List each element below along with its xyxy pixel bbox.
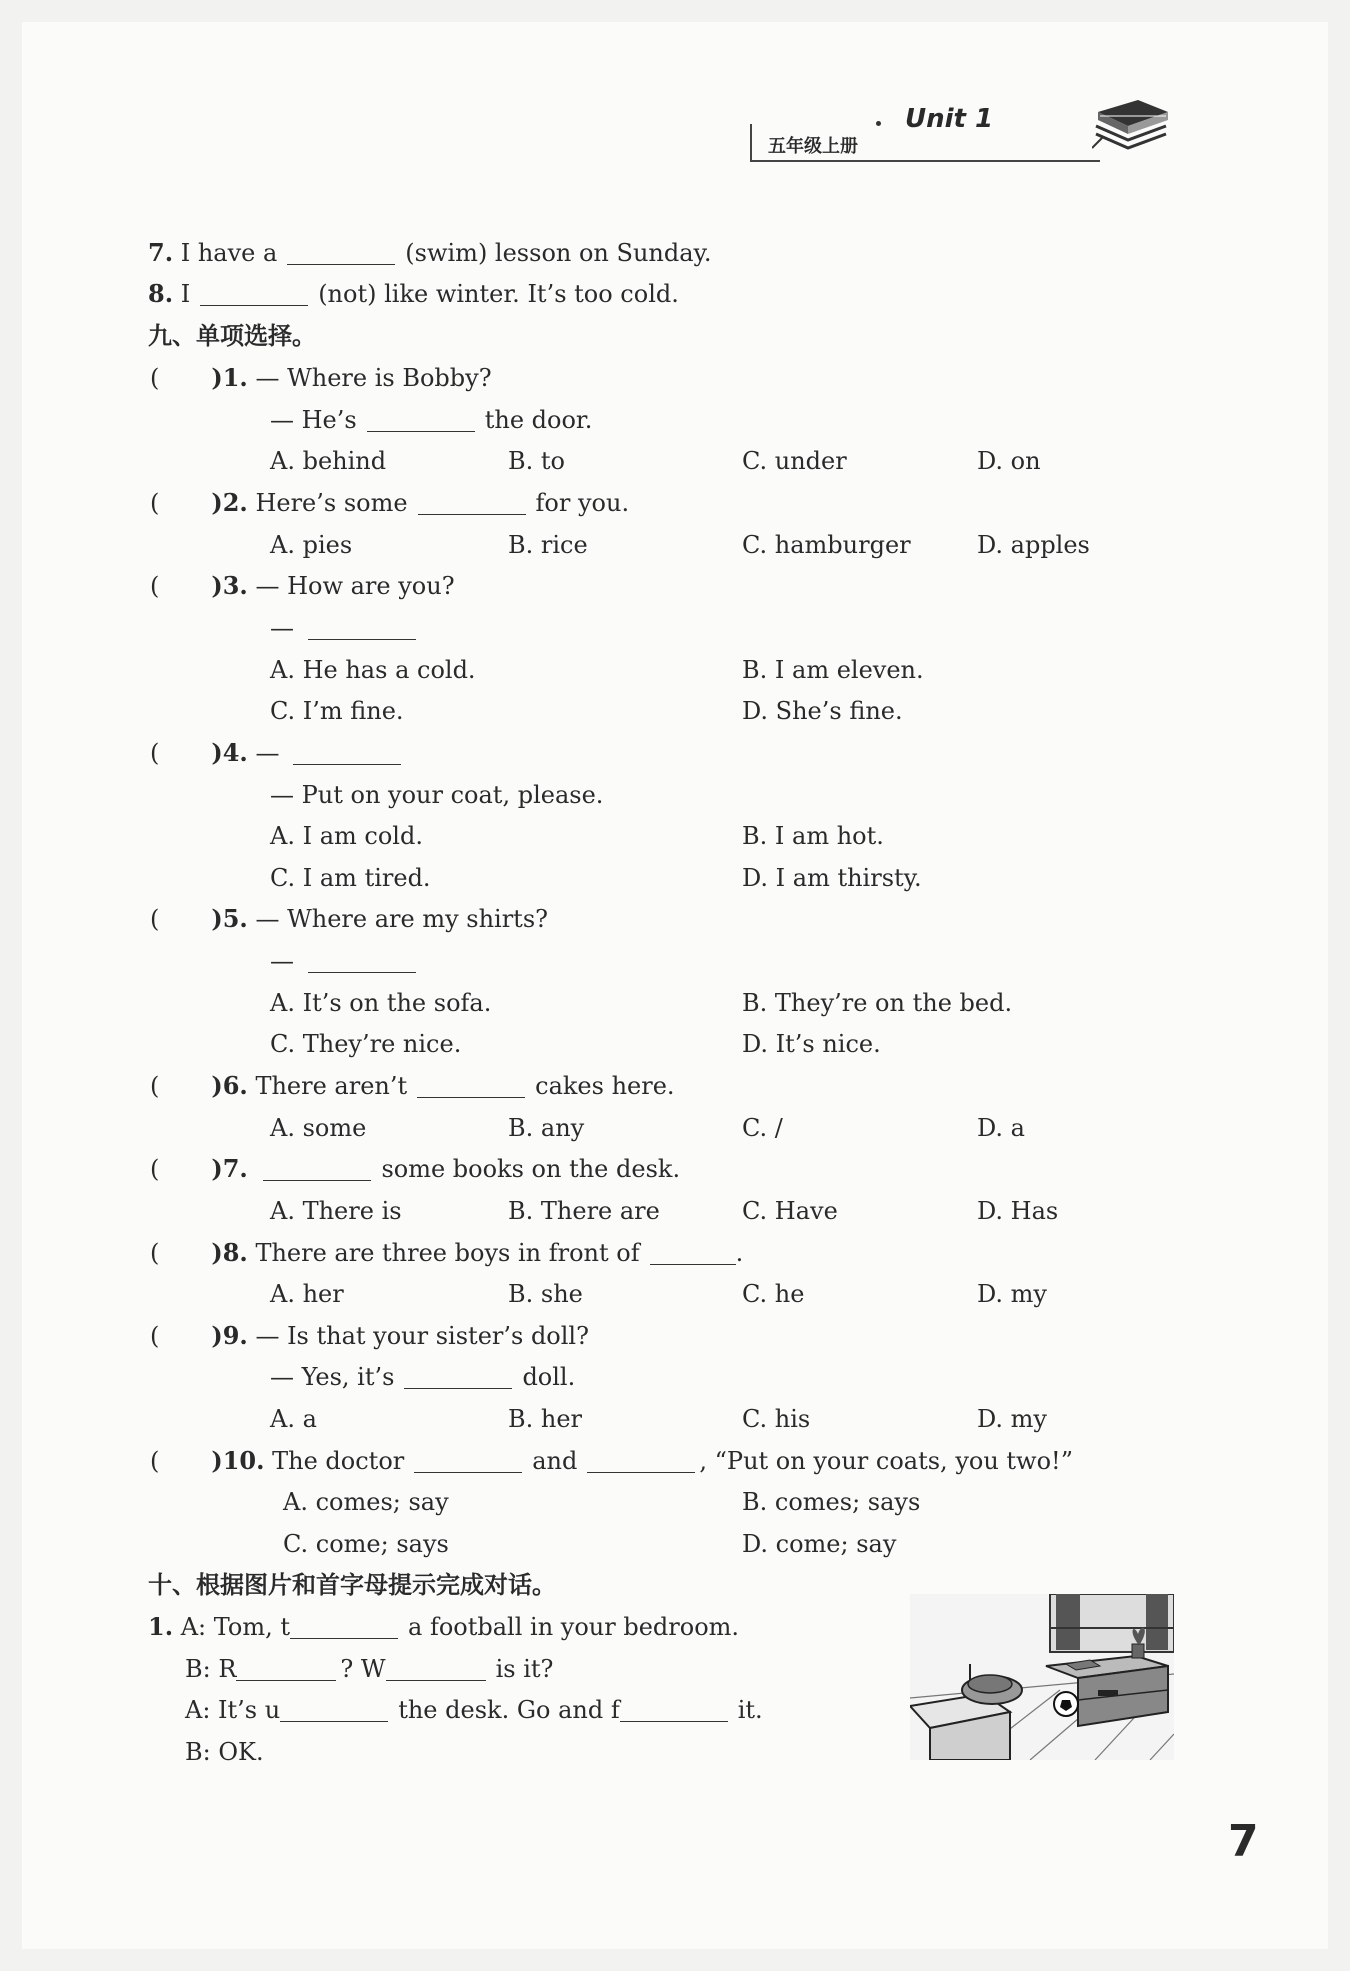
option-b[interactable]: B. They’re on the bed. <box>742 989 1013 1017</box>
dialogue-line-1 <box>148 1607 739 1647</box>
option-d[interactable]: D. come; say <box>742 1530 897 1558</box>
option-a[interactable]: A. comes; say <box>283 1488 449 1516</box>
option-d[interactable]: D. my <box>977 1405 1047 1433</box>
question-9: ( )9. — Is that your sister’s doll? <box>150 1321 589 1350</box>
item-number: 7. <box>148 238 174 267</box>
option-b[interactable]: B. her <box>508 1405 583 1433</box>
question-8: ( )8. There are three boys in front of . <box>150 1238 744 1267</box>
fill-item-7 <box>148 233 712 273</box>
question-5: ( )5. — Where are my shirts? <box>150 904 549 933</box>
option-a[interactable]: A. a <box>270 1405 317 1433</box>
q-text: . <box>735 1239 744 1267</box>
q-number: )10. <box>211 1446 265 1475</box>
answer-blank[interactable] <box>236 1657 336 1681</box>
option-b[interactable]: B. There are <box>508 1197 660 1225</box>
option-d[interactable]: D. my <box>977 1280 1047 1308</box>
option-a[interactable]: A. I am cold. <box>270 822 423 850</box>
dialogue-line-4: B: OK. <box>185 1738 264 1766</box>
dialogue-text: A: Tom, t <box>180 1613 291 1641</box>
q-text: and <box>532 1447 578 1475</box>
option-d[interactable]: D. I am thirsty. <box>742 864 922 892</box>
option-b[interactable]: B. to <box>508 447 565 475</box>
dialogue-text: the desk. Go and f <box>398 1696 620 1724</box>
q-text: — How are you? <box>255 572 455 600</box>
option-c[interactable]: C. under <box>742 447 847 475</box>
q-text: The doctor <box>272 1447 405 1475</box>
question-1: ( )1. — Where is Bobby? <box>150 363 492 392</box>
section-9-title: 九、单项选择。 <box>148 322 316 350</box>
q-text: — Put on your coat, please. <box>270 781 604 809</box>
q-number: )2. <box>211 488 248 517</box>
q-text: — Where are my shirts? <box>255 905 549 933</box>
option-c[interactable]: C. he <box>742 1280 805 1308</box>
q-number: )9. <box>211 1321 248 1350</box>
answer-blank[interactable] <box>386 1657 486 1681</box>
option-d[interactable]: D. It’s nice. <box>742 1030 881 1058</box>
q-text: — Yes, it’s <box>270 1363 395 1391</box>
q-text: for you. <box>535 489 630 517</box>
answer-blank[interactable] <box>308 949 416 973</box>
option-c[interactable]: C. come; says <box>283 1530 449 1558</box>
option-c[interactable]: C. / <box>742 1114 783 1142</box>
dash: — <box>270 947 294 975</box>
q-text: the door. <box>484 406 593 434</box>
question-3: ( )3. — How are you? <box>150 571 455 600</box>
dialogue-line-3 <box>185 1690 763 1730</box>
dialogue-text: it. <box>737 1696 763 1724</box>
q-text: some books on the desk. <box>381 1155 681 1183</box>
q-text: — Where is Bobby? <box>255 364 492 392</box>
q-number: )7. <box>211 1154 248 1183</box>
answer-blank[interactable] <box>200 282 308 306</box>
option-d[interactable]: D. apples <box>977 531 1090 559</box>
q5-answer-line <box>270 941 426 981</box>
question-7: ( )7. some books on the desk. <box>150 1154 681 1183</box>
grade-label: 五年级上册 <box>750 124 880 162</box>
option-a[interactable]: A. pies <box>270 531 353 559</box>
option-c[interactable]: C. hamburger <box>742 531 911 559</box>
answer-blank[interactable] <box>280 1698 388 1722</box>
question-10: ( )10. The doctor and , “Put on your coats, you two!” <box>150 1446 1073 1475</box>
page-number: 7 <box>1228 1816 1259 1867</box>
option-d[interactable]: D. a <box>977 1114 1025 1142</box>
answer-blank[interactable] <box>263 1157 371 1181</box>
option-b[interactable]: B. any <box>508 1114 585 1142</box>
option-d[interactable]: D. Has <box>977 1197 1059 1225</box>
dialogue-text: ? W <box>340 1655 386 1683</box>
option-c[interactable]: C. I’m fine. <box>270 697 404 725</box>
option-b[interactable]: B. comes; says <box>742 1488 921 1516</box>
option-a[interactable]: A. He has a cold. <box>270 656 476 684</box>
q-number: )1. <box>211 363 248 392</box>
q1-answer-line <box>270 400 592 440</box>
fill-text: (swim) lesson on Sunday. <box>405 239 712 267</box>
q-text: There are three boys in front of <box>255 1239 640 1267</box>
answer-blank[interactable] <box>404 1365 512 1389</box>
option-a[interactable]: A. It’s on the sofa. <box>270 989 492 1017</box>
option-c[interactable]: C. I am tired. <box>270 864 431 892</box>
dialogue-text: is it? <box>495 1655 554 1683</box>
answer-blank[interactable] <box>417 1074 525 1098</box>
dialogue-text: A: It’s u <box>185 1696 281 1724</box>
q-text: — He’s <box>270 406 357 434</box>
q-number: )6. <box>211 1071 248 1100</box>
option-c[interactable]: C. Have <box>742 1197 838 1225</box>
answer-blank[interactable] <box>308 616 416 640</box>
q-text: doll. <box>522 1363 576 1391</box>
dialogue-line-2 <box>185 1649 553 1689</box>
option-a[interactable]: A. There is <box>270 1197 402 1225</box>
option-d[interactable]: D. She’s fine. <box>742 697 903 725</box>
answer-blank[interactable] <box>287 241 395 265</box>
question-6: ( )6. There aren’t cakes here. <box>150 1071 675 1100</box>
q-text: cakes here. <box>535 1072 675 1100</box>
option-b[interactable]: B. I am eleven. <box>742 656 924 684</box>
q-text: , “Put on your coats, you two!” <box>699 1447 1073 1475</box>
answer-blank[interactable] <box>290 1615 398 1639</box>
answer-blank[interactable] <box>418 491 526 515</box>
option-d[interactable]: D. on <box>977 447 1041 475</box>
q-text: There aren’t <box>255 1072 408 1100</box>
q-text: — Is that your sister’s doll? <box>255 1322 589 1350</box>
option-b[interactable]: B. rice <box>508 531 588 559</box>
answer-blank[interactable] <box>620 1698 728 1722</box>
fill-text: (not) like winter. It’s too cold. <box>318 280 679 308</box>
option-a[interactable]: A. behind <box>270 447 387 475</box>
fill-text: I <box>180 280 191 308</box>
header-rule <box>880 160 1100 162</box>
bedroom-illustration <box>910 1594 1174 1760</box>
q3-answer-line <box>270 608 426 648</box>
fill-text: I have a <box>180 239 278 267</box>
q-number: )8. <box>211 1238 248 1267</box>
q-number: )3. <box>211 571 248 600</box>
dash: — <box>255 739 280 767</box>
q-text: Here’s some <box>255 489 408 517</box>
answer-blank[interactable] <box>293 741 401 765</box>
q9-answer-line <box>270 1357 575 1397</box>
fill-item-8 <box>148 274 679 314</box>
answer-blank[interactable] <box>587 1449 695 1473</box>
dialogue-text: a football in your bedroom. <box>408 1613 740 1641</box>
answer-blank[interactable] <box>367 408 475 432</box>
item-number: 1. <box>148 1612 174 1641</box>
option-c[interactable]: C. his <box>742 1405 811 1433</box>
books-icon <box>1092 90 1172 160</box>
answer-blank[interactable] <box>414 1449 522 1473</box>
item-number: 8. <box>148 279 174 308</box>
question-2: ( )2. Here’s some for you. <box>150 488 630 517</box>
section-10-title: 十、根据图片和首字母提示完成对话。 <box>148 1571 556 1599</box>
option-c[interactable]: C. They’re nice. <box>270 1030 462 1058</box>
dialogue-text: B: R <box>185 1655 237 1683</box>
option-a[interactable]: A. her <box>270 1280 344 1308</box>
option-a[interactable]: A. some <box>270 1114 367 1142</box>
dash: — <box>270 614 294 642</box>
option-b[interactable]: B. I am hot. <box>742 822 884 850</box>
answer-blank[interactable] <box>650 1241 736 1265</box>
unit-title: Unit 1 <box>905 104 994 134</box>
q-number: )5. <box>211 904 248 933</box>
option-b[interactable]: B. she <box>508 1280 583 1308</box>
q-number: )4. <box>211 738 248 767</box>
question-4: ( )4. — <box>150 733 411 773</box>
